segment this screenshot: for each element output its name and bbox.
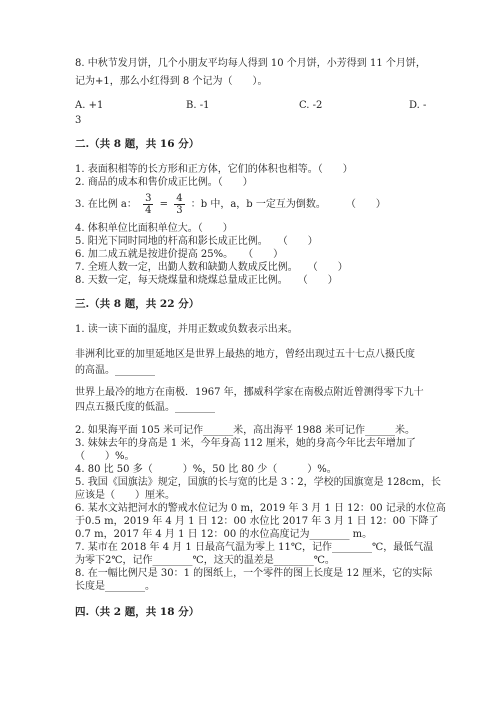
paragraph-1-line1: 非洲利比亚的加里延地区是世界上最热的地方，曾经出现过五十七点八摄氏度 [75,349,415,360]
section-3-line: 3. 妹妹去年的身高是 1 米，今年身高 112 厘米，她的身高今年比去年增加了 [75,438,416,449]
item-3-prefix: 3. 在比例 a： [75,199,137,210]
section-2-item-5: 5. 阳光下同时同地的杆高和影长成正比例。 （ ） [75,236,318,247]
section-2-item-1: 1. 表面积相等的长方形和正方体，它们的体积也相等。（ ） [75,164,353,175]
paragraph-2-line2: 四点五摄氏度的低温。________ [75,402,215,413]
section-2-item-4: 4. 体积单位比面积单位大。（ ） [75,223,233,234]
section-3-line: 4. 80 比 50 多（ ）%，50 比 80 少（ ）%。 [75,464,337,475]
section-3-line: 8. 在一幅比例尺是 30：1 的图纸上，一个零件的图上长度是 12 厘米，它的实际 [75,568,433,579]
section-3-line: 0.7 m，2017 年 4 月 1 日 12：00 的水位高度记为________ m。 [75,529,373,540]
paragraph-1-line2: 的高温。________ [75,365,155,376]
section-3-line: 6. 某水文站把河水的警戒水位记为 0 m，2019 年 3 月 1 日 12：00 记录的水位高 [75,503,446,514]
section-3-line: 于0.5 m，2019 年 4 月 1 日 12：00 水位比 2017 年 3 月 1 日 12：00 下降了 [75,516,439,527]
section-3-line: （ ）%。 [75,451,135,462]
section-3-line: 为零下2℃，记作________℃，这天的温差是________℃。 [75,555,335,566]
option-a: A. +1 [75,100,104,111]
section-2-heading: 二.（共 8 题，共 16 分） [75,138,200,150]
option-d-continued: 3 [75,115,82,126]
section-2-item-7: 7. 全班人数一定，出勤人数和缺勤人数成反比例。 （ ） [75,262,348,273]
section-2-item-6: 6. 加二成五就是按进价提高 25%。 （ ） [75,249,284,260]
question-8-line1: 8. 中秋节发月饼，几个小朋友平均每人得到 10 个月饼，小芳得到 11 个月饼， [75,58,426,69]
fraction-three-quarters: $\frac{3}{4}$ [145,193,152,216]
item-3-suffix: ：b 中，a，b 一定互为倒数。 （ ） [190,199,386,210]
section-4-heading: 四.（共 2 题，共 18 分） [75,606,200,618]
section-3-line: 长度是________。 [75,581,155,592]
option-b: B. -1 [186,100,210,111]
question-8-line2: 记为+1，那么小红得到 8 个记为（ ）。 [75,76,268,87]
section-3-question-1: 1. 读一读下面的温度，并用正数或负数表示出来。 [75,324,298,335]
section-3-line: 2. 如果海平面 105 米可记作______米，高出海平 1988 米可记作______米。 [75,425,415,436]
option-c: C. -2 [299,100,323,111]
section-2-item-2: 2. 商品的成本和售价成正比例。（ ） [75,177,253,188]
section-3-line: 5. 我国《国旗法》规定，国旗的长与宽的比是 3∶2，学校的国旗宽是 128cm，长 [75,477,441,488]
section-3-line: 7. 某市在 2018 年 4 月 1 日最高气温为零上 11℃，记作________℃，最低气温 [75,542,434,553]
section-3-line: 应该是（ ）厘米。 [75,490,175,501]
paragraph-2-line1: 世界上最冷的地方在南极．1967 年，挪威科学家在南极点附近曾测得零下九十 [75,387,424,398]
option-d: D. - [409,100,427,111]
equals-sign: = [159,199,169,210]
section-2-item-8: 8. 天数一定，每天烧煤量和烧煤总量成正比例。 （ ） [75,275,338,286]
fraction-four-thirds: $\frac{4}{3}$ [176,193,183,216]
section-3-heading: 三.（共 8 题，共 22 分） [75,298,200,310]
section-2-item-3 [75,193,386,216]
